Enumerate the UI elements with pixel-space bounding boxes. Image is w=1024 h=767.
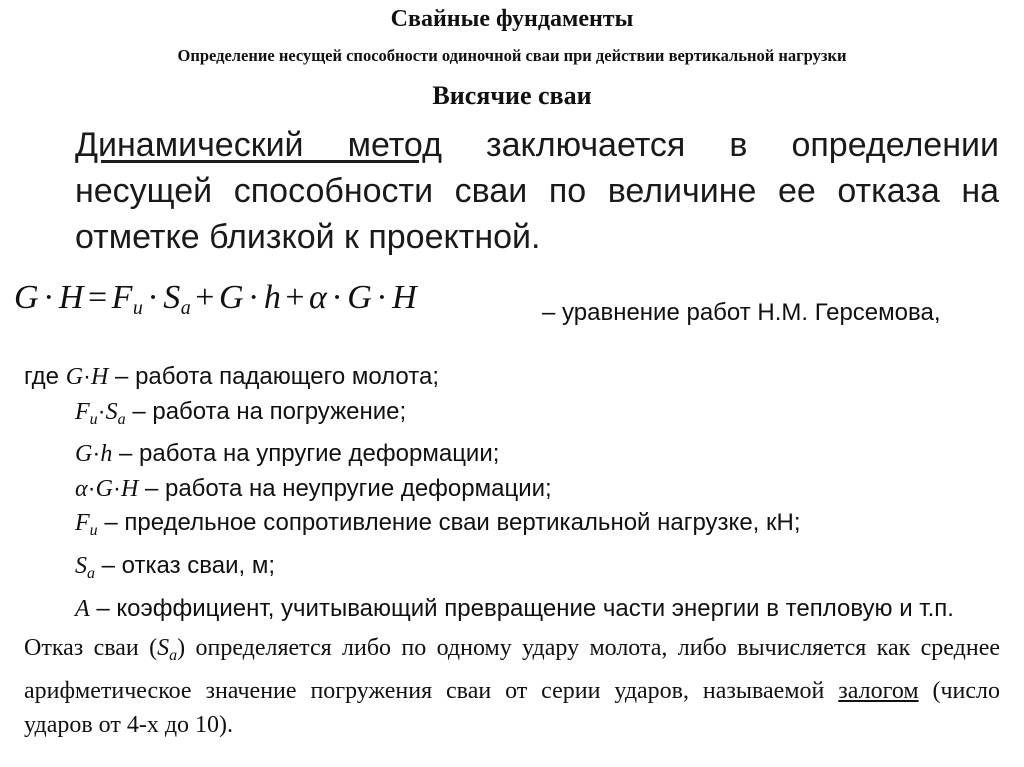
formula-operator: · bbox=[147, 279, 160, 316]
formula-operator: · bbox=[248, 279, 260, 316]
formula-symbol: G bbox=[218, 279, 244, 316]
formula-operator: · bbox=[43, 279, 55, 316]
formula-symbol: F bbox=[111, 279, 133, 316]
definition-dot: · bbox=[97, 397, 106, 425]
slide-title: Свайные фундаменты bbox=[390, 6, 634, 32]
definition-dot: · bbox=[112, 474, 121, 502]
formula-operator: + bbox=[285, 279, 306, 316]
definition-subscript: a bbox=[87, 564, 95, 582]
definition-item bbox=[24, 472, 1000, 507]
definition-symbol: G bbox=[75, 441, 93, 468]
definition-symbol: G bbox=[65, 364, 84, 390]
intro-text: заключается в определении несущей способности сваи по величине ее отказа на отметке близкой к проектной. bbox=[75, 126, 999, 256]
definition-item bbox=[24, 549, 1000, 592]
closing-symbol: S bbox=[157, 635, 170, 661]
closing-subscript: a bbox=[169, 647, 178, 664]
definition-symbol: α bbox=[75, 475, 88, 502]
definition-dot: · bbox=[92, 440, 101, 468]
formula-operator: · bbox=[376, 279, 389, 316]
closing-text: ) определяется либо по одному удару молота, либо вычисляется как среднее арифметическое значение погружения сваи от серии ударов, называемой bbox=[24, 635, 1001, 704]
definition-text: – предельное сопротивление сваи вертикальной нагрузке, кН; bbox=[97, 509, 801, 537]
equation-description: – уравнение работ Н.М. Герсемова, bbox=[542, 299, 941, 326]
definition-item bbox=[24, 506, 1000, 549]
definition-item bbox=[24, 437, 1000, 472]
definition-subscript: a bbox=[117, 410, 126, 428]
definition-symbol: H bbox=[120, 475, 139, 502]
work-equation bbox=[14, 279, 1014, 329]
definitions-list bbox=[24, 360, 1000, 626]
formula-subscript: a bbox=[180, 297, 192, 319]
slide-subtitle: Определение несущей способности одиночной сваи при действии вертикальной нагрузки bbox=[177, 46, 847, 65]
section-heading: Висячие сваи bbox=[432, 81, 592, 110]
definition-text: – коэффициент, учитывающий превращение части энергии в тепловую и т.п. bbox=[89, 594, 954, 622]
definition-item bbox=[24, 395, 1000, 438]
closing-paragraph bbox=[24, 631, 1000, 743]
formula-symbol: h bbox=[263, 279, 282, 316]
definition-symbol: S bbox=[105, 398, 118, 425]
definition-subscript: u bbox=[89, 410, 98, 428]
definition-text: – отказ сваи, м; bbox=[95, 551, 276, 579]
definition-symbol: G bbox=[95, 475, 113, 502]
definition-symbol: S bbox=[75, 552, 87, 579]
definition-item bbox=[24, 592, 1000, 627]
formula-operator: = bbox=[87, 279, 108, 316]
intro-paragraph bbox=[75, 122, 999, 260]
definition-symbol: F bbox=[75, 398, 90, 425]
method-term: Динамический метод bbox=[75, 126, 442, 164]
closing-text: Отказ сваи ( bbox=[24, 635, 158, 661]
formula-symbol: G bbox=[347, 279, 373, 316]
formula-operator: · bbox=[331, 279, 344, 316]
definition-text: – работа на упругие деформации; bbox=[112, 440, 500, 468]
definition-symbol: H bbox=[91, 364, 109, 390]
zalog-term: залогом bbox=[838, 677, 919, 704]
formula-symbol: H bbox=[392, 279, 418, 316]
definition-symbol: A bbox=[75, 595, 90, 622]
definition-text: – работа на неупругие деформации; bbox=[138, 474, 552, 502]
formula-symbol: S bbox=[163, 279, 181, 316]
definition-symbol: h bbox=[100, 441, 113, 468]
formula-operator: + bbox=[195, 279, 215, 316]
definition-item bbox=[24, 360, 1000, 395]
definition-symbol: F bbox=[75, 510, 90, 537]
formula-symbol: G bbox=[14, 279, 40, 316]
equation-formula bbox=[14, 279, 417, 320]
formula-subscript: u bbox=[132, 297, 144, 319]
definition-dot: · bbox=[83, 363, 92, 390]
definition-text: – работа падающего молота; bbox=[108, 363, 439, 390]
formula-symbol: α bbox=[309, 279, 328, 316]
definition-subscript: u bbox=[89, 522, 98, 540]
definition-text: – работа на погружение; bbox=[125, 397, 407, 425]
definition-dot: · bbox=[87, 474, 96, 502]
closing-text: (число ударов от 4-х до 10). bbox=[24, 677, 1000, 739]
where-word: где bbox=[24, 363, 66, 390]
formula-symbol: H bbox=[58, 279, 84, 316]
